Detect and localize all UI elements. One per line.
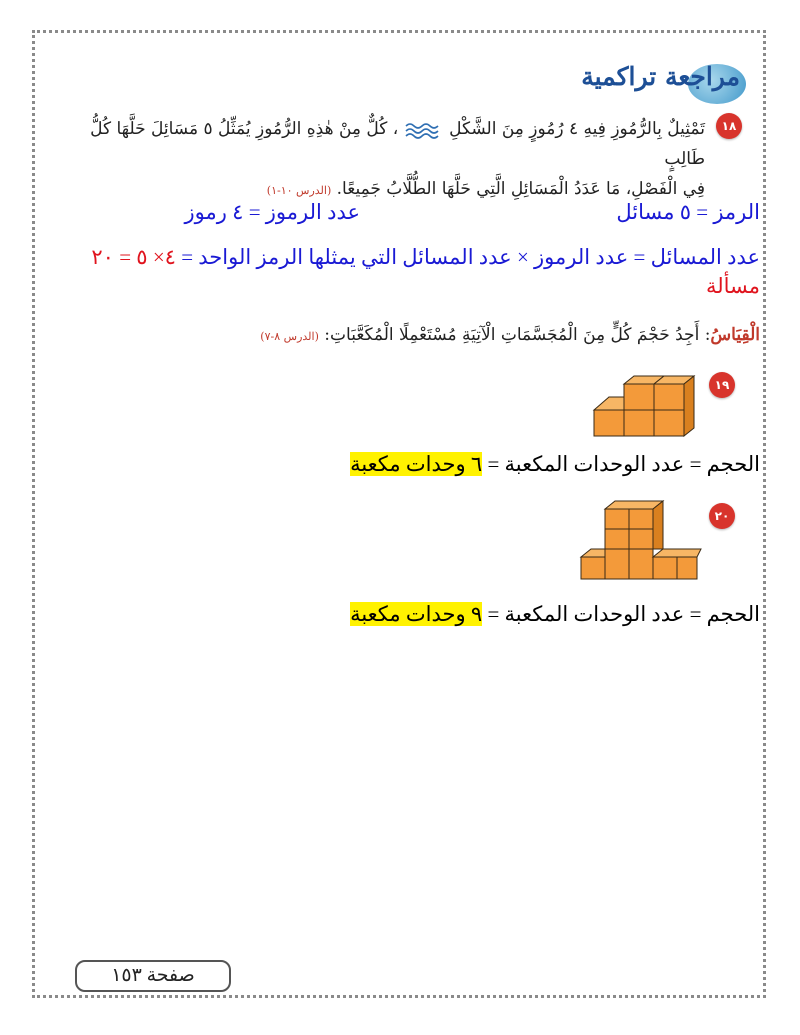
wave-symbol-icon bbox=[404, 121, 444, 139]
question-18-line1: تَمْثِيلٌ بِالرُّمُوزِ فِيهِ ٤ رُمُوزٍ مِنَ الشَّكْلِ ، كُلٌّ مِنْ هٰذِهِ الرُّمُوزِ يُمَثِّلُ ٥ مَسَائِلَ حَلَّهَا كُلُّ طَالِبٍ bbox=[90, 119, 705, 169]
measure-instruction: الْقِيَاسُ: أَجِدُ حَجْمَ كُلٍّ مِنَ الْمُجَسَّمَاتِ الْآتِيَةِ مُسْتَعْمِلًا الْمُكَعَّبَاتِ: (الدرس ٨-٧) bbox=[260, 325, 760, 345]
answer-20-value: ٩ وحدات مكعبة bbox=[350, 602, 483, 626]
lesson-ref-measure: (الدرس ٨-٧) bbox=[260, 330, 319, 343]
cube-figure-19 bbox=[590, 370, 700, 440]
cube bbox=[624, 384, 654, 410]
question-number-18: ١٨ bbox=[716, 113, 742, 139]
cube bbox=[594, 410, 624, 436]
section-title: مراجعة تراكمية bbox=[581, 62, 740, 91]
answer-19-value: ٦ وحدات مكعبة bbox=[350, 452, 483, 476]
cube bbox=[677, 557, 697, 579]
cube bbox=[624, 410, 654, 436]
answer-unit: مسألة bbox=[705, 274, 760, 298]
answer-symbol-value: الرمز = ٥ مسائل bbox=[616, 200, 760, 224]
question-number-20: ٢٠ bbox=[709, 503, 735, 529]
answer-19: الحجم = عدد الوحدات المكعبة = ٦ وحدات مكعبة bbox=[350, 452, 760, 476]
cube bbox=[605, 509, 629, 529]
page-number-label: صفحة ١٥٣ bbox=[75, 960, 231, 992]
cube bbox=[629, 549, 653, 579]
answer-symbol-count: عدد الرموز = ٤ رموز bbox=[184, 200, 360, 224]
answer-result: ٤× ٥ = ٢٠ bbox=[91, 245, 176, 269]
question-18-text bbox=[85, 114, 705, 206]
question-18-line2: فِي الْفَصْلِ، مَا عَدَدُ الْمَسَائِلِ الَّتِي حَلَّهَا الطُّلَّابُ جَمِيعًا. (الدرس ١٠-١) bbox=[266, 179, 705, 199]
cube bbox=[605, 549, 629, 579]
cube bbox=[629, 509, 653, 529]
cube bbox=[654, 384, 684, 410]
measure-label: الْقِيَاسُ bbox=[710, 325, 760, 345]
question-number-19: ١٩ bbox=[709, 372, 735, 398]
section-header bbox=[581, 62, 740, 106]
cube bbox=[581, 557, 605, 579]
answer-20: الحجم = عدد الوحدات المكعبة = ٩ وحدات مكعبة bbox=[350, 602, 760, 626]
cube bbox=[653, 557, 677, 579]
cube-figure-20 bbox=[575, 497, 705, 585]
lesson-ref-18: (الدرس ١٠-١) bbox=[266, 184, 332, 197]
cube bbox=[654, 410, 684, 436]
cube bbox=[605, 529, 629, 549]
cube bbox=[629, 529, 653, 549]
answer-formula: عدد المسائل = عدد الرموز × عدد المسائل التي يمثلها الرمز الواحد = ٤× ٥ = ٢٠ bbox=[91, 245, 760, 269]
